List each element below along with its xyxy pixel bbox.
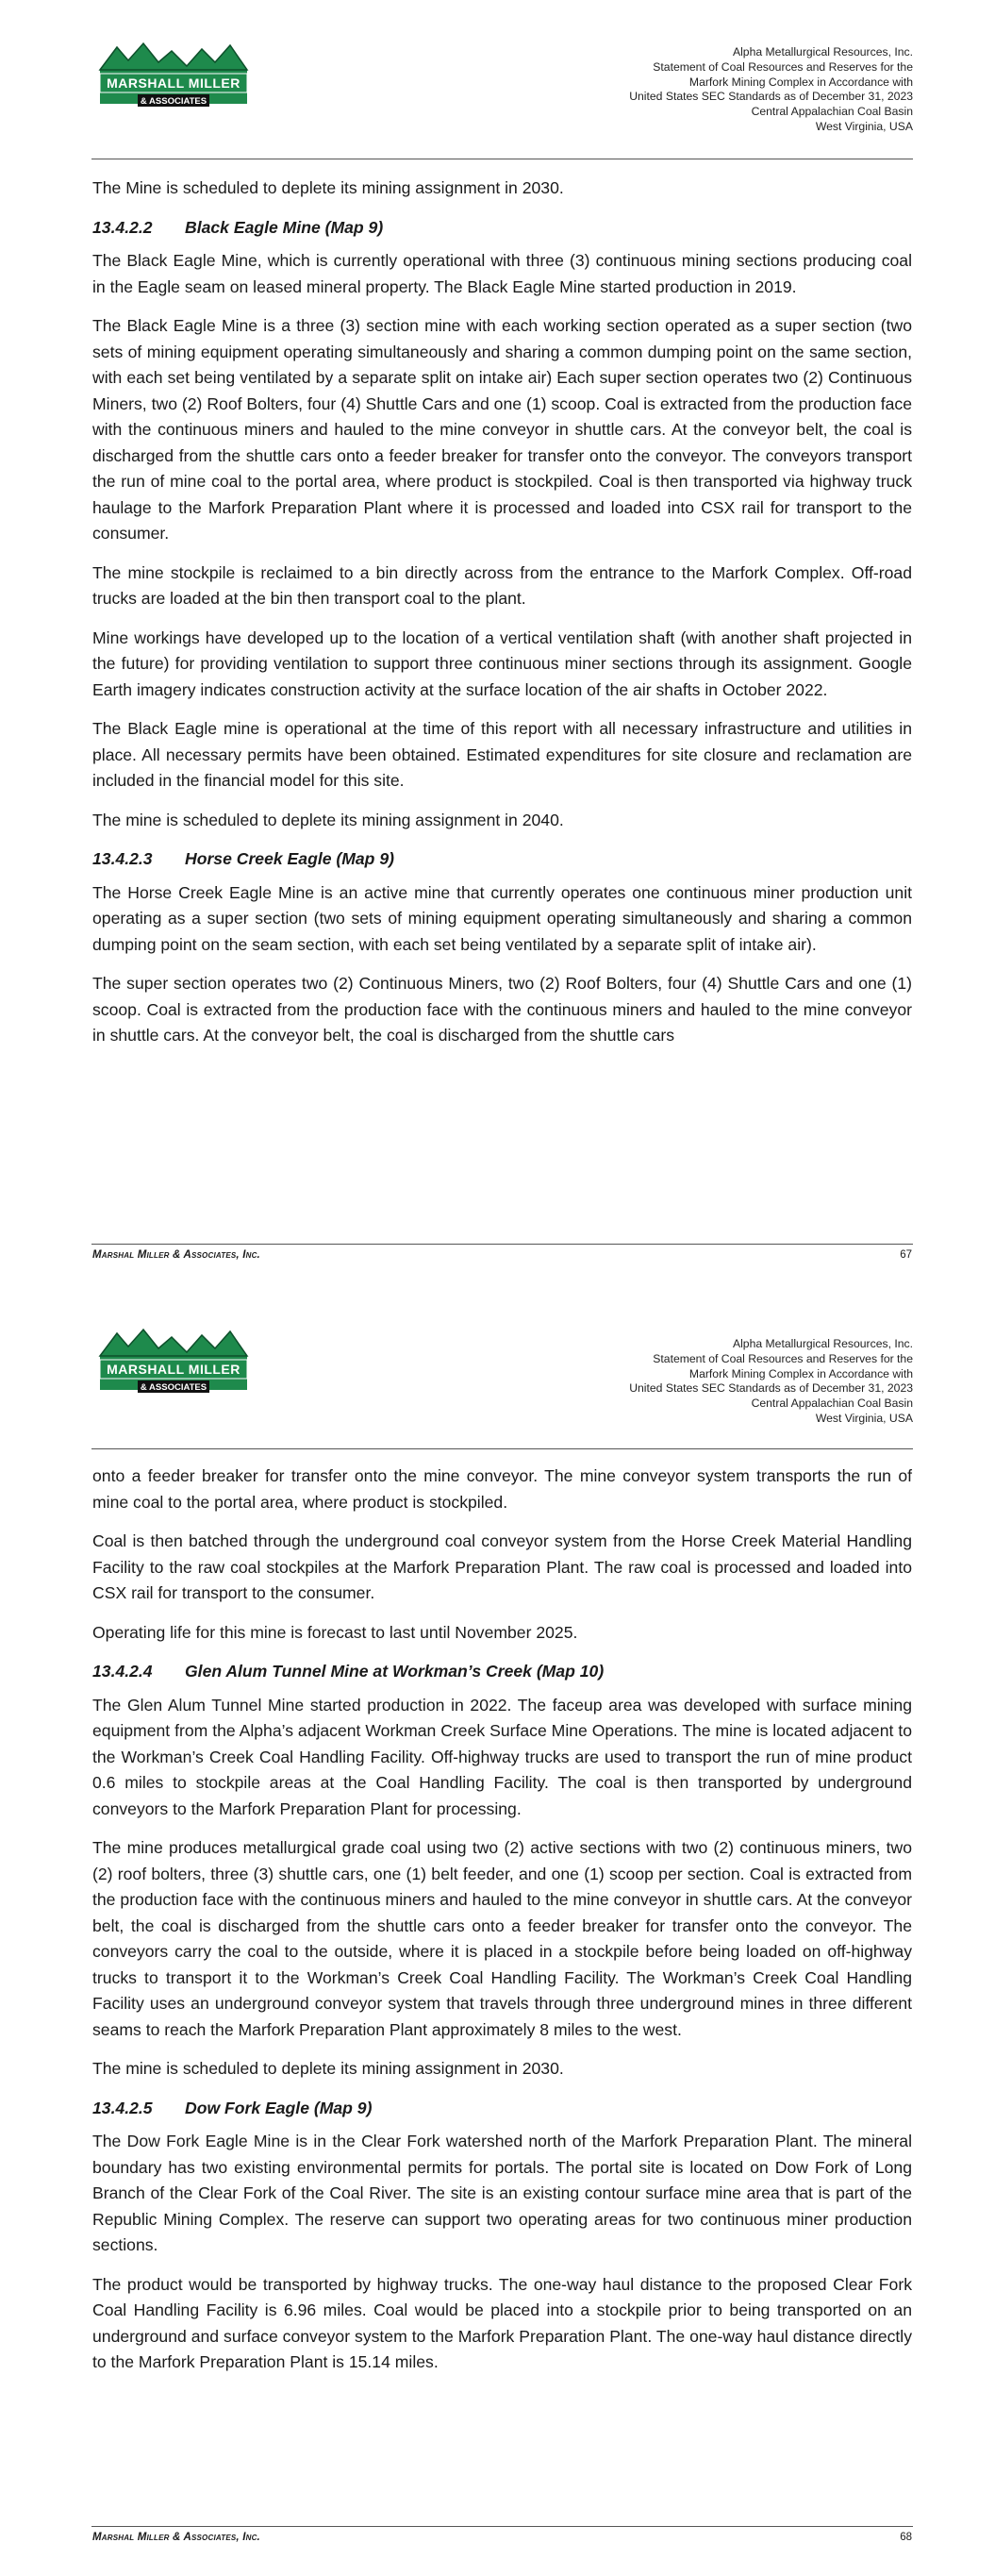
page-body [92,176,912,1062]
paragraph: The Horse Creek Eagle Mine is an active mine that currently operates one continuous miner production unit operating as a super section (two sets of mining equipment operating simultaneously and sharing a common dumping point on the seam section, with each set being ventilated by a separate split of intake air). [92,882,912,954]
header-company: Alpha Metallurgical Resources, Inc. [732,45,913,59]
paragraph: onto a feeder breaker for transfer onto the mine conveyor. The mine conveyor system transports the run of mine coal to the portal area, where product is stockpiled. [92,1466,912,1512]
header-line: Central Appalachian Coal Basin [751,1397,913,1411]
footer-divider [91,2526,913,2527]
svg-text:& ASSOCIATES: & ASSOCIATES [140,96,207,107]
section-title: Dow Fork Eagle (Map 9) [185,2098,373,2117]
paragraph: The Black Eagle mine is operational at the time of this report with all necessary infrastructure and utilities in place. All necessary permits have been obtained. Estimated expenditures for site closure and reclamation are included in the financial model for this site. [92,719,912,790]
page-footer [92,2532,912,2543]
paragraph: Coal is then batched through the underground coal conveyor system from the Horse Creek Material Handling Facility to the raw coal stockpiles at the Marfork Preparation Plant. The raw coal is processed and loaded into CSX rail for transport to the consumer. [92,1531,912,1602]
paragraph: The Dow Fork Eagle Mine is in the Clear Fork watershed north of the Marfork Preparation Plant. The mineral boundary has two existing environmental permits for portals. The portal site is located on Dow Fork of Long Branch of the Clear Fork of the Coal River. The site is an existing contour surface mine area that is part of the Republic Mining Complex. The reserve can support two operating areas for two continuous miner production sections. [92,2132,912,2254]
header-line: West Virginia, USA [815,119,913,133]
header-line: Central Appalachian Coal Basin [751,105,913,119]
report-header [498,1337,913,1427]
header-company: Alpha Metallurgical Resources, Inc. [732,1337,913,1350]
paragraph: The product would be transported by highway trucks. The one-way haul distance to the proposed Clear Fork Coal Handling Facility is 6.96 miles. Coal would be placed into a stockpile prior to being transported on an underground and surface conveyor system to the Marfork Preparation Plant. The one-way haul distance directly to the Marfork Preparation Plant is 15.14 miles. [92,2274,912,2371]
svg-text:& ASSOCIATES: & ASSOCIATES [140,1382,207,1393]
company-logo [96,42,251,111]
footer-company: Marshal Miller & Associates, Inc. [92,2532,260,2543]
paragraph: Operating life for this mine is forecast to last until November 2025. [92,1622,578,1642]
page-body [92,1464,912,2389]
paragraph: The Mine is scheduled to deplete its mining assignment in 2030. [92,178,564,197]
header-line: Marfork Mining Complex in Accordance with [688,1366,913,1380]
page-footer [92,1249,912,1261]
paragraph: The mine produces metallurgical grade coal using two (2) active sections with two (2) continuous miners, two (2) roof bolters, three (3) shuttle cars, one (1) belt feeder, and one (1) scoop per section. Coal is extracted from the production face with the continuous miners and hauled to the mine conveyor in shuttle cars. At the conveyor belt, the coal is discharged from the shuttle cars onto a feeder breaker for transfer onto the conveyor. The conveyors carry the coal to the outside, where it is placed in a stockpile before being loaded on off-highway trucks to transport it to the Workman’s Creek Coal Handling Facility. The Workman’s Creek Coal Handling Facility uses an underground conveyor system that travels through three underground mines in three different seams to reach the Marfork Preparation Plant approximately 8 miles to the west. [92,1838,912,2039]
header-line: United States SEC Standards as of December 31, 2023 [629,1381,913,1396]
paragraph: The Black Eagle Mine, which is currently operational with three (3) continuous mining sections producing coal in the Eagle seam on leased mineral property. The Black Eagle Mine started production in 2019. [92,251,912,296]
page-number: 67 [900,1249,912,1261]
header-divider [91,1448,913,1449]
svg-text:MARSHALL MILLER: MARSHALL MILLER [107,75,240,91]
document-page-68 [0,1307,995,2576]
header-line: Statement of Coal Resources and Reserves for the [653,1351,913,1365]
paragraph: The Black Eagle Mine is a three (3) section mine with each working section operated as a super section (two sets of mining equipment operating simultaneously and sharing a common dumping point on the same section, with each set being ventilated by a separate split on intake air) Each super section operates two (2) Continuous Miners, two (2) Roof Bolters, four (4) Shuttle Cars and one (1) scoop. Coal is extracted from the production face with the continuous miners and hauled to the mine conveyor in shuttle cars. At the conveyor belt, the coal is discharged from the shuttle cars onto a feeder breaker for transfer onto the conveyor. The conveyors transport the run of mine coal to the portal area, where product is stockpiled. Coal is then transported via highway truck haulage to the Marfork Preparation Plant where it is processed and loaded into CSX rail for transport to the consumer. [92,316,912,543]
header-line: West Virginia, USA [815,1411,913,1425]
footer-company: Marshal Miller & Associates, Inc. [92,1249,260,1261]
header-line: Statement of Coal Resources and Reserves for the [653,59,913,74]
page-number: 68 [900,2532,912,2543]
paragraph: The mine is scheduled to deplete its mining assignment in 2040. [92,810,564,829]
section-number: 13.4.2.5 [92,2098,153,2117]
footer-divider [91,1244,913,1245]
section-title: Horse Creek Eagle (Map 9) [185,849,394,868]
section-title: Glen Alum Tunnel Mine at Workman’s Creek (Map 10) [185,1662,605,1681]
paragraph: The mine stockpile is reclaimed to a bin directly across from the entrance to the Marfork Complex. Off-road trucks are loaded at the bin then transport coal to the plant. [92,562,912,608]
paragraph: The Glen Alum Tunnel Mine started production in 2022. The faceup area was developed with surface mining equipment from the Alpha’s adjacent Workman Creek Surface Mine Operations. The mine is located adjacent to the Workman’s Creek Coal Handling Facility. Off-highway trucks are used to transport the run of mine product 0.6 miles to stockpile areas at the Coal Handling Facility. The coal is then transported by underground conveyors to the Marfork Preparation Plant for processing. [92,1695,912,1818]
paragraph: The super section operates two (2) Continuous Miners, two (2) Roof Bolters, four (4) Shuttle Cars and one (1) scoop. Coal is extracted from the production face with the continuous miners and hauled to the mine conveyor in shuttle cars. At the conveyor belt, the coal is discharged from the shuttle cars [92,974,912,1045]
svg-text:MARSHALL MILLER: MARSHALL MILLER [107,1362,240,1377]
company-logo [96,1328,251,1397]
report-header [498,45,913,135]
section-heading [92,215,912,242]
paragraph: The mine is scheduled to deplete its mining assignment in 2030. [92,2059,564,2078]
section-number: 13.4.2.2 [92,217,153,237]
section-title: Black Eagle Mine (Map 9) [185,217,384,237]
section-heading [92,2096,912,2122]
section-number: 13.4.2.3 [92,849,153,868]
header-line: Marfork Mining Complex in Accordance with [688,75,913,89]
section-heading [92,846,912,873]
header-line: United States SEC Standards as of December 31, 2023 [629,90,913,104]
paragraph: Mine workings have developed up to the location of a vertical ventilation shaft (with another shaft projected in the future) for providing ventilation to support three continuous miner sections through its assignment. Google Earth imagery indicates construction activity at the surface location of the air shafts in October 2022. [92,627,912,699]
section-heading [92,1659,912,1685]
section-number: 13.4.2.4 [92,1662,153,1681]
